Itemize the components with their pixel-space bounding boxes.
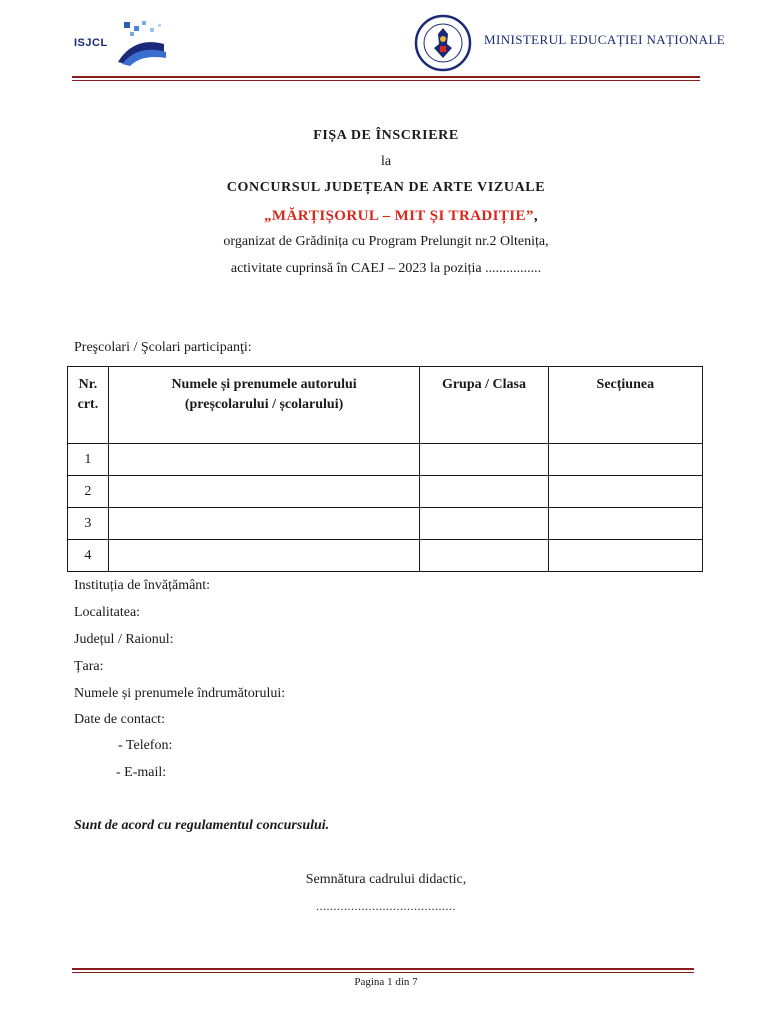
section-cell[interactable] (548, 540, 702, 572)
agreement-statement: Sunt de acord cu regulamentul concursului. (74, 818, 330, 833)
footer-divider (72, 968, 694, 970)
row-number: 1 (68, 444, 109, 476)
caej-line: activitate cuprinsă în CAEJ – 2023 la poziția ................ (230, 261, 542, 276)
header-nr-line1: Nr. (78, 377, 98, 392)
government-seal (414, 14, 472, 72)
header-name-line2: (preșcolarului / școlarului) (184, 397, 344, 412)
contest-theme-comma: , (533, 208, 538, 224)
form-title: FIȘA DE ÎNSCRIERE (313, 128, 459, 143)
header-divider (72, 76, 700, 78)
group-cell[interactable] (420, 444, 548, 476)
header-nr (68, 367, 109, 444)
institution-field[interactable]: Instituția de învățământ: (74, 578, 211, 593)
header-name-line1: Numele și prenumele autorului (171, 377, 357, 392)
country-field[interactable]: Țara: (74, 659, 104, 674)
table-row (68, 444, 703, 476)
participants-label: Preşcolari / Şcolari participanţi: (74, 340, 252, 355)
name-cell[interactable] (108, 476, 419, 508)
section-cell[interactable] (548, 444, 702, 476)
name-cell[interactable] (108, 540, 419, 572)
seal-icon (414, 14, 472, 72)
group-cell[interactable] (420, 540, 548, 572)
signature-label: Semnătura cadrului didactic, (305, 872, 467, 887)
isjcl-logo-text: ISJCL (74, 37, 108, 49)
header-divider-thin (72, 80, 700, 81)
coordinator-field[interactable]: Numele și prenumele îndrumătorului: (74, 686, 286, 701)
name-cell[interactable] (108, 444, 419, 476)
header-nr-line2: crt. (77, 397, 99, 412)
signature-line[interactable]: ........................................ (316, 899, 456, 913)
title-connector: la (380, 154, 392, 169)
table-row (68, 540, 703, 572)
table-row (68, 508, 703, 540)
group-cell[interactable] (420, 508, 548, 540)
email-field[interactable]: - E-mail: (116, 765, 167, 780)
header-section: Secțiunea (548, 367, 702, 444)
header-name (108, 367, 419, 444)
phone-field[interactable]: - Telefon: (118, 738, 173, 753)
section-cell[interactable] (548, 476, 702, 508)
contest-theme (72, 208, 700, 225)
table-row (68, 476, 703, 508)
group-cell[interactable] (420, 476, 548, 508)
contest-theme-text: „MĂRȚIȘORUL – MIT ȘI TRADIȚIE” (264, 208, 534, 224)
row-number: 3 (68, 508, 109, 540)
name-cell[interactable] (108, 508, 419, 540)
row-number: 4 (68, 540, 109, 572)
participants-table (67, 366, 703, 572)
header-group: Grupa / Clasa (420, 367, 548, 444)
locality-field[interactable]: Localitatea: (74, 605, 141, 620)
section-cell[interactable] (548, 508, 702, 540)
row-number: 2 (68, 476, 109, 508)
organizer-line: organizat de Grădinița cu Program Prelungit nr.2 Oltenița, (223, 234, 549, 249)
county-field[interactable]: Județul / Raionul: (74, 632, 174, 647)
page-number: Pagina 1 din 7 (354, 976, 418, 988)
ministry-name: MINISTERUL EDUCAȚIEI NAȚIONALE (484, 32, 726, 47)
contact-label: Date de contact: (74, 712, 165, 727)
footer-divider-thin (72, 972, 694, 973)
contest-name: CONCURSUL JUDEȚEAN DE ARTE VIZUALE (226, 180, 546, 195)
table-header-row (68, 367, 703, 444)
